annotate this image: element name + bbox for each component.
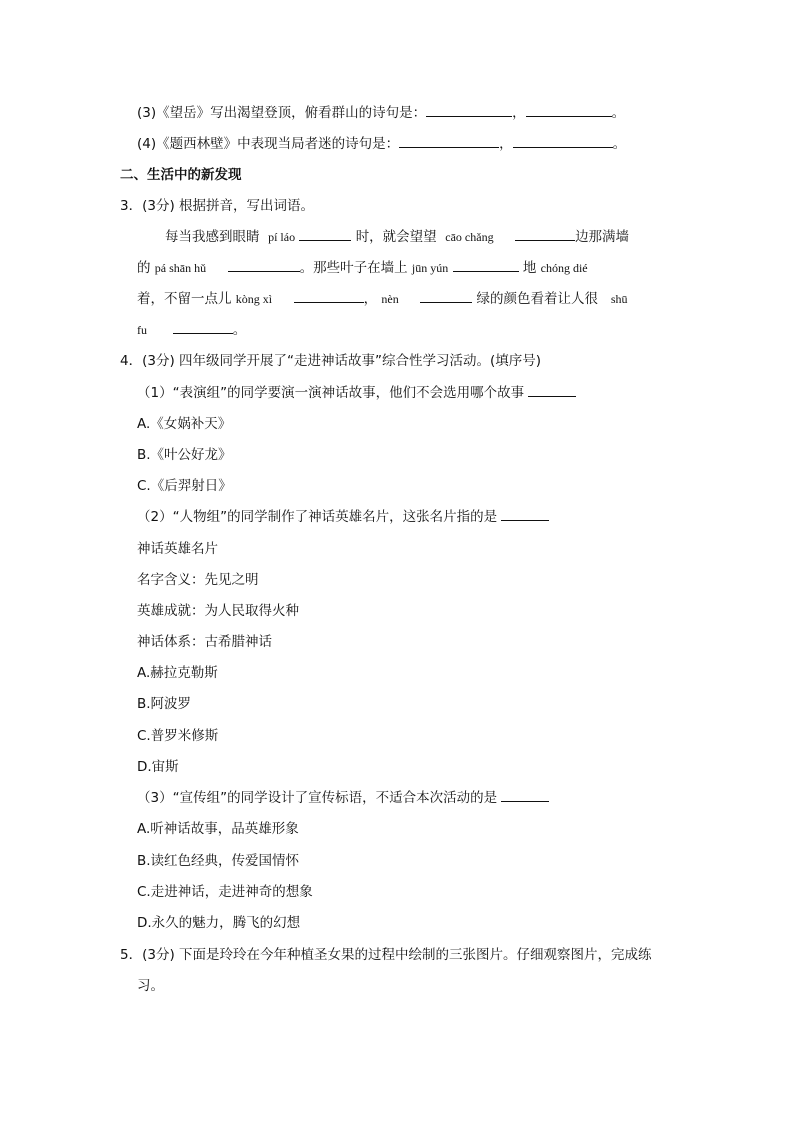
option: B.读红色经典，传爱国情怀	[137, 853, 300, 869]
pinyin-line-2: 的 pá shān hǔ 。那些叶子在墙上 jūn yún 地 chóng dié	[137, 260, 588, 276]
answer-blank[interactable]	[453, 258, 519, 272]
pinyin-line-4: fu 。	[137, 322, 247, 338]
answer-blank[interactable]	[513, 134, 613, 148]
hero-card-line: 英雄成就：为人民取得火种	[137, 603, 299, 619]
sub-question-1: （1）“表演组”的同学要演一演神话故事，他们不会选用哪个故事	[137, 383, 576, 403]
answer-blank[interactable]	[528, 383, 576, 397]
pinyin-prompt: nèn	[381, 292, 399, 306]
pinyin-prompt: kòng xì	[235, 292, 273, 306]
question-3-heading: 3．(3分) 根据拼音，写出词语。	[120, 198, 315, 214]
hero-card-line: 名字含义：先见之明	[137, 572, 259, 588]
hero-card-line: 神话体系：古希腊神话	[137, 634, 272, 650]
pinyin-prompt: cāo chǎng	[445, 230, 494, 244]
option: D.永久的魅力，腾飞的幻想	[137, 915, 301, 931]
answer-blank[interactable]	[501, 788, 549, 802]
option: A.听神话故事，品英雄形象	[137, 821, 299, 837]
poem-q4-text: (4)《题西林壁》中表现当局者迷的诗句是：	[137, 136, 400, 152]
answer-blank[interactable]	[426, 103, 512, 117]
option: C.走进神话，走进神奇的想象	[137, 884, 313, 900]
question-3-poem: (3)《望岳》写出渴望登顶，俯看群山的诗句是： ， 。	[137, 105, 626, 121]
pinyin-prompt: shū	[610, 292, 628, 306]
answer-blank[interactable]	[173, 320, 233, 334]
pinyin-line-3: 着，不留一点儿 kòng xì ， nèn 绿的颜色看着让人很 shū	[137, 291, 628, 307]
pinyin-prompt: fu	[137, 323, 147, 337]
poem-q3-text: (3)《望岳》写出渴望登顶，俯看群山的诗句是：	[137, 105, 427, 121]
answer-blank[interactable]	[501, 507, 549, 521]
pinyin-line-1: 每当我感到眼睛 pí láo 时，就会望望 cāo chǎng 边那满墙	[165, 229, 630, 245]
pinyin-prompt: jūn yún	[411, 261, 449, 275]
answer-blank[interactable]	[526, 103, 612, 117]
answer-blank[interactable]	[420, 289, 472, 303]
answer-blank[interactable]	[515, 227, 575, 241]
question-4-heading: 4．(3分) 四年级同学开展了“走进神话故事”综合性学习活动。(填序号)	[120, 353, 542, 369]
answer-blank[interactable]	[399, 134, 499, 148]
option: B.阿波罗	[137, 696, 192, 712]
option: C.《后羿射日》	[137, 478, 232, 494]
answer-blank[interactable]	[299, 227, 351, 241]
option: C.普罗米修斯	[137, 728, 219, 744]
pinyin-prompt: pí láo	[268, 230, 296, 244]
answer-blank[interactable]	[294, 289, 364, 303]
pinyin-prompt: pá shān hǔ	[154, 261, 207, 275]
question-4-poem: (4)《题西林壁》中表现当局者迷的诗句是： ， 。	[137, 136, 627, 152]
question-5-heading-cont: 习。	[137, 978, 164, 994]
hero-card-title: 神话英雄名片	[137, 541, 218, 557]
option: A.赫拉克勒斯	[137, 665, 218, 681]
answer-blank[interactable]	[228, 258, 300, 272]
option: D.宙斯	[137, 759, 179, 775]
sub-question-2: （2）“人物组”的同学制作了神话英雄名片，这张名片指的是	[137, 507, 549, 527]
question-5-heading: 5．(3分) 下面是玲玲在今年种植圣女果的过程中绘制的三张图片。仔细观察图片，完成练	[120, 947, 652, 963]
pinyin-prompt: chóng dié	[540, 261, 588, 275]
option: A.《女娲补天》	[137, 416, 232, 432]
section-title: 二、生活中的新发现	[120, 167, 242, 183]
sub-question-3: （3）“宣传组”的同学设计了宣传标语，不适合本次活动的是	[137, 788, 549, 808]
option: B.《叶公好龙》	[137, 447, 232, 463]
